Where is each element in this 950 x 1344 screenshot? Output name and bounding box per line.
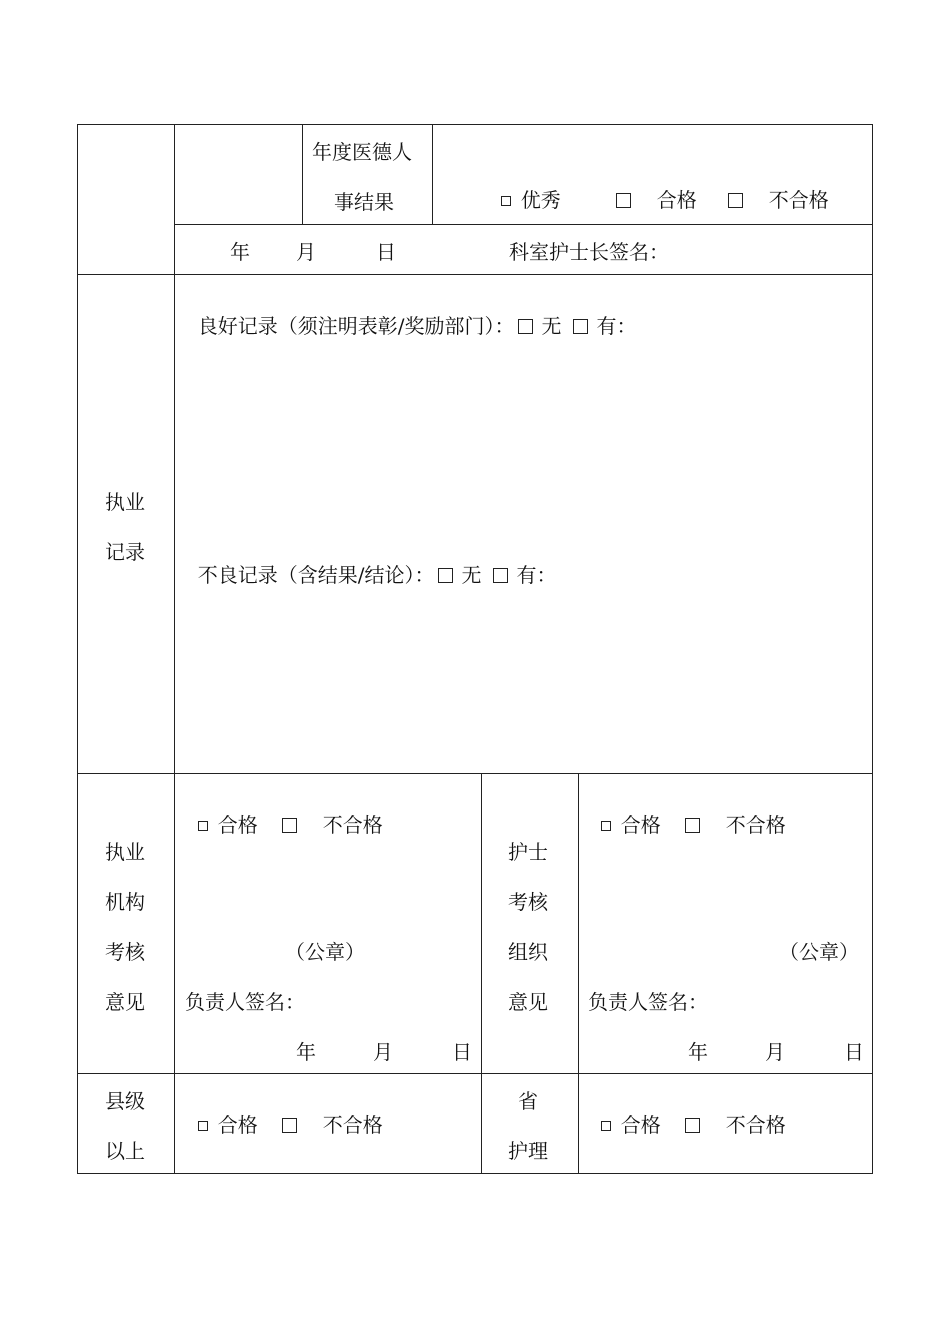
county-review-options	[185, 1089, 383, 1137]
institution-review-label: 机构	[105, 890, 145, 914]
grid-line	[77, 773, 873, 774]
grid-line	[578, 773, 579, 1174]
date-year: 年	[230, 240, 250, 264]
pass-checkbox[interactable]	[601, 821, 611, 831]
grid-line	[481, 773, 482, 1174]
pass-label: 合格	[217, 813, 258, 837]
signer-label: 负责人签名：	[588, 990, 708, 1014]
good-record-none-checkbox[interactable]	[518, 319, 533, 334]
province-review-label: 省	[518, 1089, 538, 1113]
pass-label: 合格	[656, 188, 697, 212]
pass-checkbox[interactable]	[601, 1121, 611, 1131]
fail-label: 不合格	[322, 1113, 383, 1137]
institution-review-label: 意见	[105, 990, 145, 1014]
nurse-org-review-options	[588, 789, 786, 837]
none-label: 无	[461, 563, 482, 587]
fail-checkbox[interactable]	[282, 1118, 297, 1133]
nurse-org-review-label: 护士	[508, 840, 548, 864]
pass-checkbox[interactable]	[616, 193, 631, 208]
nurse-org-review-label: 考核	[508, 890, 548, 914]
pass-label: 合格	[620, 813, 661, 837]
county-review-label: 以上	[105, 1139, 145, 1163]
grid-line	[77, 1073, 873, 1074]
fail-label: 不合格	[768, 188, 829, 212]
date-year: 年	[296, 1040, 316, 1064]
date-day: 日	[452, 1040, 472, 1064]
bad-record-none-checkbox[interactable]	[438, 568, 453, 583]
institution-review-label: 考核	[105, 940, 145, 964]
ethics-result-options	[715, 164, 829, 212]
county-review-label: 县级	[105, 1089, 145, 1113]
have-label: 有：	[516, 563, 557, 587]
grid-line	[77, 1173, 873, 1174]
province-review-options	[588, 1089, 786, 1137]
grid-line	[174, 124, 175, 1174]
ethics-result-label: 年度医德人	[312, 140, 412, 164]
date-month: 月	[296, 240, 316, 264]
province-review-label: 护理	[508, 1139, 548, 1163]
ethics-result-options	[603, 164, 697, 212]
fail-label: 不合格	[322, 813, 383, 837]
grid-line	[174, 224, 873, 225]
practice-record-label: 记录	[105, 540, 145, 564]
grid-line	[77, 124, 873, 125]
pass-checkbox[interactable]	[198, 1121, 208, 1131]
signer-label: 负责人签名：	[185, 990, 305, 1014]
grid-line	[432, 124, 433, 224]
grid-line	[77, 274, 873, 275]
bad-record-line	[185, 539, 556, 587]
institution-review-label: 执业	[105, 840, 145, 864]
good-record-have-checkbox[interactable]	[573, 319, 588, 334]
practice-record-label: 执业	[105, 490, 145, 514]
fail-label: 不合格	[725, 813, 786, 837]
date-month: 月	[765, 1040, 785, 1064]
fail-checkbox[interactable]	[728, 193, 743, 208]
fail-checkbox[interactable]	[282, 818, 297, 833]
nurse-org-review-label: 意见	[508, 990, 548, 1014]
bad-record-label: 不良记录（含结果/结论）：	[197, 563, 435, 587]
have-label: 有：	[596, 314, 637, 338]
head-nurse-signature-label: 科室护士长签名：	[509, 240, 669, 264]
ethics-result-label: 事结果	[334, 190, 394, 214]
grid-line	[77, 124, 78, 1174]
ethics-result-options	[488, 164, 561, 212]
fail-checkbox[interactable]	[685, 1118, 700, 1133]
date-month: 月	[373, 1040, 393, 1064]
fail-checkbox[interactable]	[685, 818, 700, 833]
none-label: 无	[541, 314, 562, 338]
bad-record-have-checkbox[interactable]	[493, 568, 508, 583]
pass-label: 合格	[217, 1113, 258, 1137]
seal-label: （公章）	[779, 940, 859, 964]
pass-checkbox[interactable]	[198, 821, 208, 831]
institution-review-options	[185, 789, 383, 837]
date-day: 日	[376, 240, 396, 264]
seal-label: （公章）	[285, 940, 365, 964]
fail-label: 不合格	[725, 1113, 786, 1137]
grid-line	[872, 124, 873, 1174]
nurse-org-review-label: 组织	[508, 940, 548, 964]
good-record-label: 良好记录（须注明表彰/奖励部门）：	[197, 314, 515, 338]
date-day: 日	[844, 1040, 864, 1064]
excellent-checkbox[interactable]	[501, 196, 511, 206]
pass-label: 合格	[620, 1113, 661, 1137]
date-year: 年	[688, 1040, 708, 1064]
good-record-line	[185, 290, 636, 338]
excellent-label: 优秀	[520, 188, 561, 212]
grid-line	[302, 124, 303, 224]
